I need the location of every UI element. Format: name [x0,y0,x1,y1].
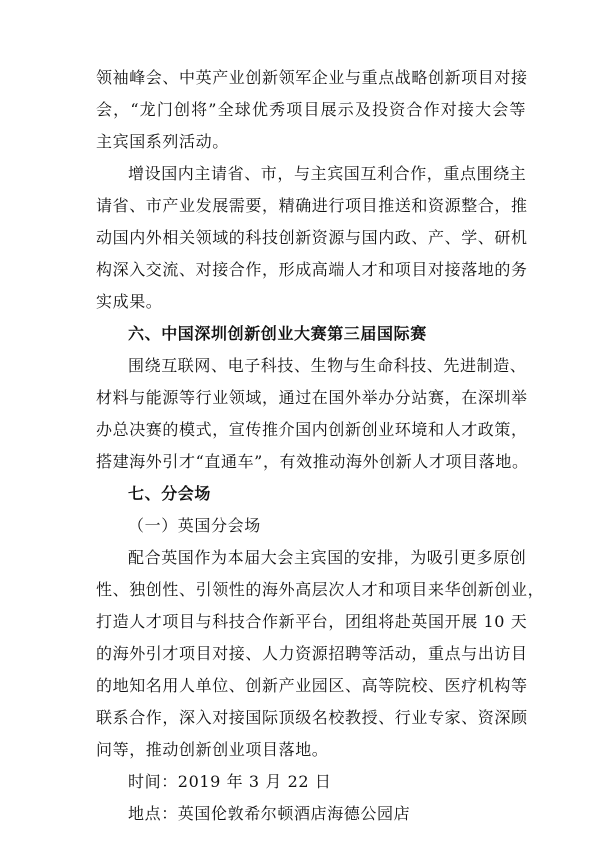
section-heading: 六、中国深圳创新创业大赛第三届国际赛 [128,324,427,343]
paragraph-line: 构深入交流、对接合作，形成高端人才和项目对接落地的务 [96,260,528,279]
paragraph-line: 请省、市产业发展需要，精确进行项目推送和资源整合，推 [96,196,528,215]
paragraph-line: 问等，推动创新创业项目落地。 [96,740,329,759]
paragraph-line: 领袖峰会、中英产业创新领军企业与重点战略创新项目对接 [96,68,528,87]
paragraph-line: 的海外引才项目对接、人力资源招聘等活动，重点与出访目 [96,644,528,663]
paragraph-line: 性、独创性、引领性的海外高层次人才和项目来华创新创业， [96,580,545,599]
section-heading: 七、分会场 [128,484,212,503]
paragraph-line: 动国内外相关领域的科技创新资源与国内政、产、学、研机 [96,228,528,247]
paragraph-line: 增设国内主请省、市，与主宾国互利合作，重点围绕主 [128,164,527,183]
paragraph-line: 实成果。 [96,292,163,311]
paragraph-line: 围绕互联网、电子科技、生物与生命科技、先进制造、 [128,356,527,375]
paragraph-line: 联系合作，深入对接国际顶级名校教授、行业专家、资深顾 [96,708,528,727]
paragraph-line: 搭建海外引才“直通车”，有效推动海外创新人才项目落地。 [96,452,529,471]
paragraph-line: 会，“龙门创将”全球优秀项目展示及投资合作对接大会等 [96,100,526,119]
paragraph-line: 打造人才项目与科技合作新平台，团组将赴英国开展 10 天 [96,612,528,631]
event-location: 地点：英国伦敦希尔顿酒店海德公园店 [128,804,411,823]
event-time: 时间：2019 年 3 月 22 日 [128,772,332,791]
paragraph-line: 材料与能源等行业领域，通过在国外举办分站赛，在深圳举 [96,388,528,407]
paragraph-line: 配合英国作为本届大会主宾国的安排，为吸引更多原创 [128,548,527,567]
paragraph-line: 的地知名用人单位、创新产业园区、高等院校、医疗机构等 [96,676,528,695]
paragraph-line: 主宾国系列活动。 [96,132,229,151]
subsection-heading: （一）英国分会场 [128,516,261,535]
paragraph-line: 办总决赛的模式，宣传推介国内创新创业环境和人才政策， [96,420,528,439]
